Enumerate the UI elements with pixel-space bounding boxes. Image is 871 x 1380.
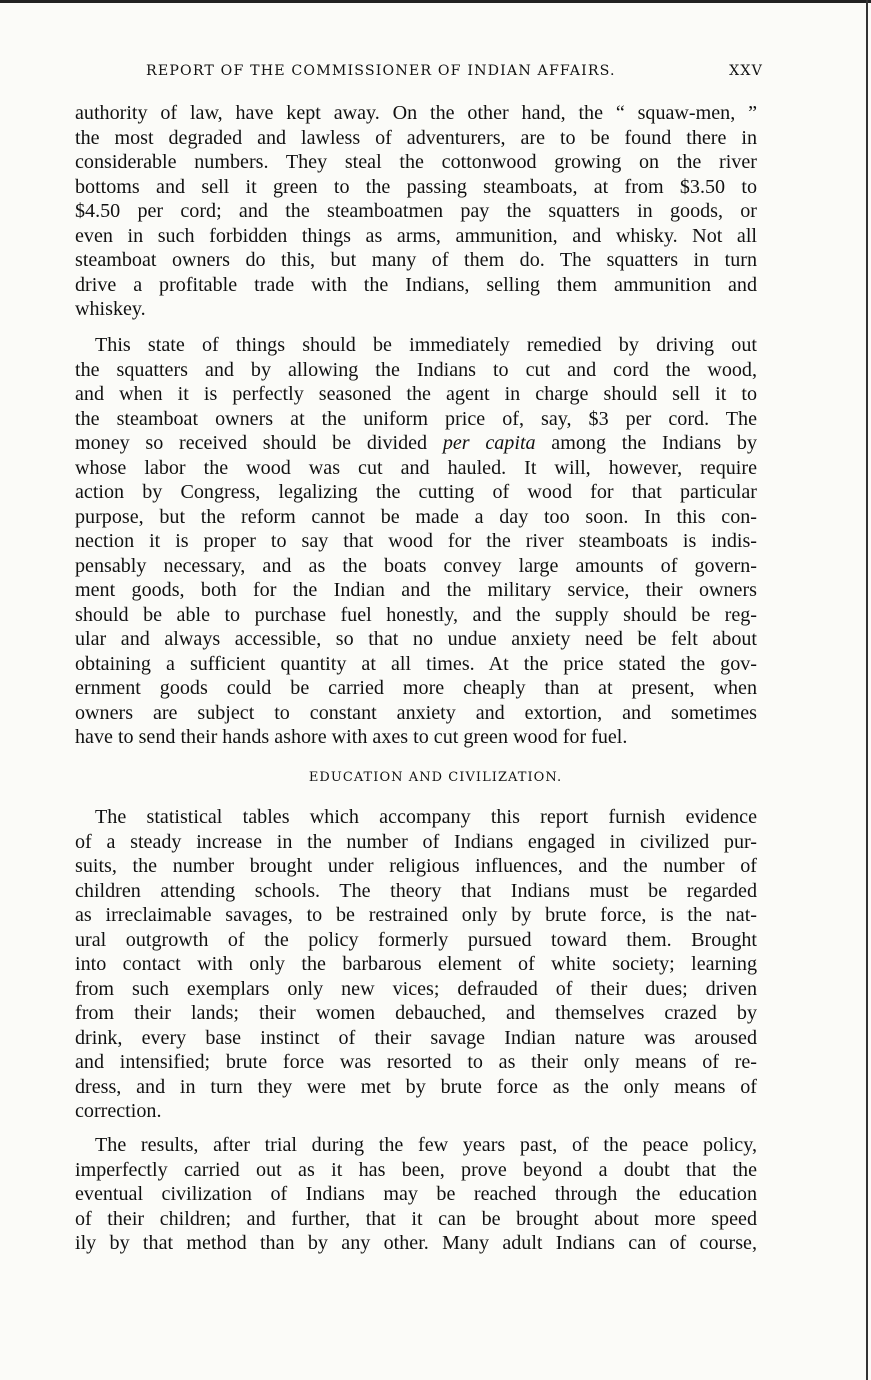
text-line: $4.50 per cord; and the steamboatmen pay the squatters in goods, or — [75, 200, 757, 222]
text-line: ment goods, both for the Indian and the military service, their owners — [75, 579, 757, 601]
page-right-edge — [866, 0, 868, 1380]
text-line: pensably necessary, and as the boats convey large amounts of govern- — [75, 554, 757, 577]
text-line: drive a profitable trade with the Indians, selling them ammunition and — [75, 273, 757, 296]
text-line: ural outgrowth of the policy formerly pursued toward them. Brought — [75, 928, 757, 951]
text-line: authority of law, have kept away. On the other hand, the “ squaw-men, ” — [75, 102, 757, 124]
text-line: purpose, but the reform cannot be made a day too soon. In this con- — [75, 505, 757, 528]
text-line: whiskey. — [75, 298, 146, 320]
text-run: money so received should be divided — [75, 432, 443, 454]
text-line: dress, and in turn they were met by brute force as the only means of — [75, 1075, 757, 1098]
text-line: correction. — [75, 1100, 162, 1122]
text-line: even in such forbidden things as arms, ammunition, and whisky. Not all — [75, 224, 757, 247]
text-line: bottoms and sell it green to the passing steamboats, at from $3.50 to — [75, 175, 757, 198]
text-line: children attending schools. The theory that Indians must be regarded — [75, 879, 757, 902]
running-header — [146, 63, 763, 85]
text-line: have to send their hands ashore with axes to cut green wood for fuel. — [75, 726, 628, 748]
text-line: as irreclaimable savages, to be restrained only by brute force, is the nat- — [75, 904, 757, 926]
page-number: XXV — [729, 63, 763, 79]
text-line: suits, the number brought under religious influences, and the number of — [75, 855, 757, 877]
text-line-with-italic — [75, 431, 757, 456]
text-line: of a steady increase in the number of Indians engaged in civilized pur- — [75, 830, 757, 853]
italic-phrase: per capita — [442, 432, 536, 454]
section-heading: EDUCATION AND CIVILIZATION. — [308, 770, 563, 785]
text-line: ily by that method than by any other. Many adult Indians can of course, — [75, 1232, 757, 1254]
text-line: The results, after trial during the few years past, of the peace policy, — [95, 1134, 757, 1156]
page-top-edge — [0, 0, 871, 3]
text-line: the squatters and by allowing the Indians to cut and cord the wood, — [75, 358, 757, 381]
text-line: eventual civilization of Indians may be reached through the education — [75, 1183, 757, 1205]
text-line: nection it is proper to say that wood for the river steamboats is indis- — [75, 530, 757, 552]
text-line: ular and always accessible, so that no undue anxiety need be felt about — [75, 628, 757, 650]
text-line: the steamboat owners at the uniform price of, say, $3 per cord. The — [75, 407, 757, 430]
text-line: The statistical tables which accompany this report furnish evidence — [95, 806, 757, 828]
text-line: from such exemplars only new vices; defrauded of their dues; driven — [75, 977, 757, 1000]
text-line: steamboat owners do this, but many of them do. The squatters in turn — [75, 249, 757, 271]
text-line: into contact with only the barbarous element of white society; learning — [75, 953, 757, 975]
paragraph-remedy — [75, 333, 757, 750]
text-line: owners are subject to constant anxiety and extortion, and sometimes — [75, 701, 757, 724]
text-run: among the Indians by — [535, 432, 757, 454]
paragraph-squaw-men — [75, 101, 757, 322]
text-line: and when it is perfectly seasoned the agent in charge should sell it to — [75, 383, 757, 405]
text-line: drink, every base instinct of their savage Indian nature was aroused — [75, 1026, 757, 1049]
text-line: should be able to purchase fuel honestly, and the supply should be reg- — [75, 603, 757, 626]
text-line: action by Congress, legalizing the cutting of wood for that particular — [75, 481, 757, 503]
text-line: This state of things should be immediately remedied by driving out — [95, 334, 757, 356]
paragraph-peace-policy — [75, 1133, 757, 1256]
text-line: whose labor the wood was cut and hauled. It will, however, require — [75, 456, 757, 479]
paragraph-statistical-tables — [75, 805, 757, 1124]
text-line: imperfectly carried out as it has been, prove beyond a doubt that the — [75, 1158, 757, 1181]
running-header-title: REPORT OF THE COMMISSIONER OF INDIAN AFFAIRS. — [146, 63, 616, 79]
text-line: the most degraded and lawless of adventurers, are to be found there in — [75, 126, 757, 149]
text-line: from their lands; their women debauched, and themselves crazed by — [75, 1002, 757, 1024]
text-line: obtaining a sufficient quantity at all times. At the price stated the gov- — [75, 652, 757, 675]
text-line: and intensified; brute force was resorted to as their only means of re- — [75, 1051, 757, 1073]
text-line: considerable numbers. They steal the cottonwood growing on the river — [75, 151, 757, 173]
text-line: of their children; and further, that it can be brought about more speed — [75, 1207, 757, 1230]
text-line: ernment goods could be carried more cheaply than at present, when — [75, 677, 757, 699]
